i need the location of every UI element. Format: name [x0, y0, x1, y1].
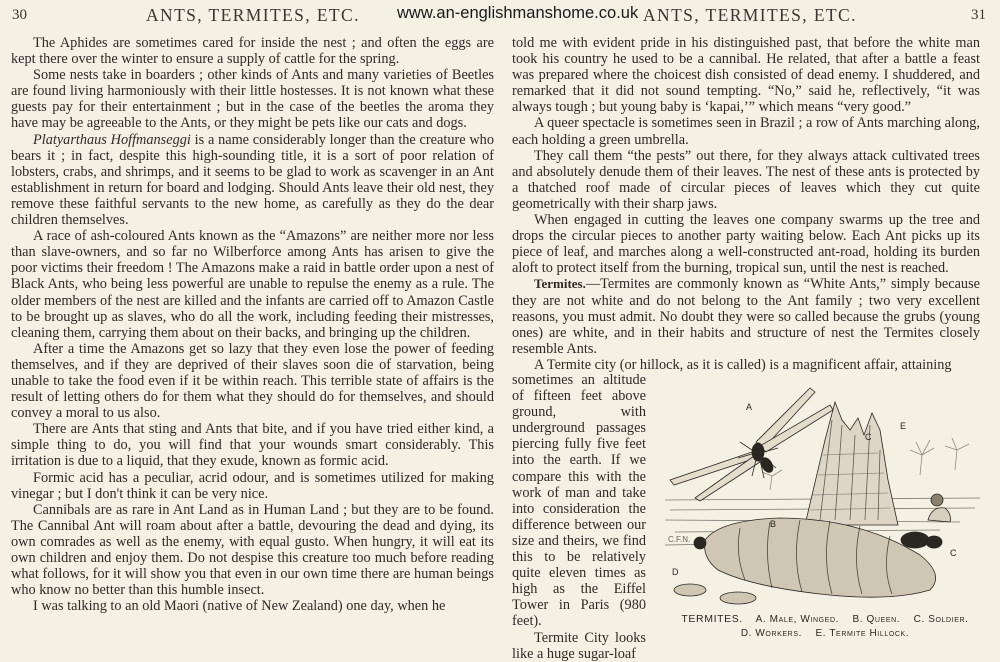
termite-workers — [674, 584, 756, 604]
termite-soldier — [901, 532, 942, 548]
paragraph: When engaged in cutting the leaves one company swarms up the tree and drops the circular pieces to another party waiting below. Each Ant picks up its piece of leaf, and marches along a well-constructed ant-road, holding its burden aloft to protect itself from the burning, tropical sun, until the nest is reached. — [512, 212, 980, 277]
caption-item: D. Workers. — [740, 628, 802, 639]
left-page — [0, 0, 500, 650]
paragraph: They call them “the pests” out there, for they always attack cultivated trees and absolutely denude them of their leaves. The nest of these ants is protected by a thatched roof made of circular pieces of leaves which they cut quite geometrically with their sharp jaws. — [512, 147, 980, 212]
termite-queen — [694, 518, 936, 597]
label-a: A — [746, 402, 753, 412]
paragraph-text: is a name considerably longer than the creature who bears it ; in fact, despite this high-sounding title, it is a sort of poor relation of lobsters, crabs, and shrimps, and it seems to be glad to work as scavenger in an Ant establishment in return for board and lodging. Should Ants leave their old nest, they remove these faithful servants to the new home, as carefully as they do the dear children themselves. — [11, 131, 494, 229]
running-head-title: ANTS, TERMITES, ETC. — [643, 5, 857, 25]
paragraph: sometimes an altitude of fifteen feet above ground, with underground passages piercing fully five feet into the earth. If we compare this with the work of man and take into consideration the difference between our size and theirs, we find this to be relatively quite eleven times as high as the Eiffel Tower in Paris (980 feet). — [512, 372, 646, 630]
paragraph — [512, 276, 980, 356]
engraving — [660, 380, 982, 612]
paragraph: I was talking to an old Maori (native of New Zealand) one day, when he — [33, 598, 446, 615]
caption-item: C. Soldier. — [913, 614, 969, 625]
caption-lead: TERMITES. — [681, 613, 743, 625]
paragraph-text: —Termites are commonly known as “White Ants,” simply because they are not white and do not belong to the Ant family ; two very excellent reasons, you must admit. No doubt they were so called because the grubs (young ones) are white, and in their habits and structure of nest the Termites closely resemble Ants. — [512, 276, 980, 357]
paragraph: The Aphides are sometimes cared for inside the nest ; and often the eggs are kept there over the winter to ensure a supply of cattle for the spring. — [11, 35, 494, 68]
paragraph: Formic acid has a peculiar, acrid odour, and is sometimes utilized for making vinegar ; but I don't think it can be very nice. — [11, 469, 494, 502]
label-d: D — [672, 567, 679, 577]
paragraph: A queer spectacle is sometimes seen in Brazil ; a row of Ants marching along, each holding a green umbrella. — [512, 115, 980, 148]
figure-caption — [660, 612, 990, 641]
label-c-hillock: C — [865, 432, 872, 442]
paragraph: After a time the Amazons get so lazy that they even lose the power of feeding themselves, and if they are deprived of their slaves soon die of starvation, being unable to take the food even if it be within reach. This terrible state of affairs is the result of letting others do for them what they should do for themselves, and should convey a moral to us also. — [11, 340, 494, 422]
paragraph: Cannibals are as rare in Ant Land as in Human Land ; but they are to be found. The Cannibal Ant will roam about after a battle, devouring the dead and dying, its own comrades as well as the enemy, with equal gusto. When hungry, it will eat its own children and enjoy them. Do not despise this creature too much before reading what follows, for it will show you that even in our own time there are human beings who know no better than this humble insect. — [11, 501, 494, 599]
body-text — [512, 35, 980, 373]
page-number: 31 — [971, 7, 986, 23]
caption-item: E. Termite Hillock. — [815, 628, 910, 639]
label-e: E — [900, 421, 907, 431]
paragraph: told me with evident pride in his distinguished past, that before the white man took his country he used to be a cannibal. He related, that after a battle a feast was prepared where the choicest dish consisted of dead enemy. I shuddered, and remarked that it did not sound tempting. “No,” said he, reflectively, “it was always tough ; but young baby is ‘kapai,’” which means “very good.” — [512, 35, 980, 116]
caption-item: B. Queen. — [852, 614, 901, 625]
paragraph: Some nests take in boarders ; other kinds of Ants and many varieties of Beetles are found living harmoniously with their little hostesses. It is not known what these guests pay for their entertainment ; but in the case of the beetles the aroma they have may be agreeable to the Ants, or they might be pets like our cats and dogs. — [11, 67, 494, 132]
section-term: Termites. — [534, 276, 586, 292]
termite-hillock — [805, 402, 898, 525]
paragraph: Termite City looks like a huge sugar-loaf — [512, 629, 646, 662]
label-b: B — [770, 519, 777, 529]
paragraph: A race of ash-coloured Ants known as the “Amazons” are neither more nor less than slave-owners, and so far no Wilberforce among Ants has arisen to give the poor victims their freedom ! The Amazons make a raid in battle order upon a nest of Black Ants, who being less powerful are unable to repulse the enemy as a rule. The older members of the nest are killed and the infants are carried off to Amazon Castle to be brought up as slaves, who do all the work, including feeding their mistresses, cleaning them, carrying them about on their backs, and bringing up the children. — [11, 228, 494, 341]
narrow-column — [512, 372, 646, 662]
paragraph: There are Ants that sting and Ants that bite, and if you have tried either kind, a simple thing to do, you will find that your wounds smart considerably. This irritation is due to a liquid, that they exude, known as formic acid. — [11, 421, 494, 470]
artist-signature: C.F.N. — [668, 535, 691, 544]
body-text — [11, 35, 494, 614]
watermark: www.an-englishmanshome.co.uk — [397, 4, 639, 22]
label-c-soldier: C — [950, 548, 957, 558]
termites-illustration — [660, 380, 982, 612]
paragraph — [11, 132, 494, 229]
page-number: 30 — [12, 7, 27, 23]
right-page — [500, 0, 1000, 662]
running-head-title: ANTS, TERMITES, ETC. — [146, 5, 360, 25]
caption-item: A. Male, Winged. — [755, 614, 839, 625]
species-name: Platyarthaus Hoffmanseggi — [33, 131, 191, 148]
paragraph: A Termite city (or hillock, as it is called) is a magnificent affair, attaining — [534, 356, 952, 373]
